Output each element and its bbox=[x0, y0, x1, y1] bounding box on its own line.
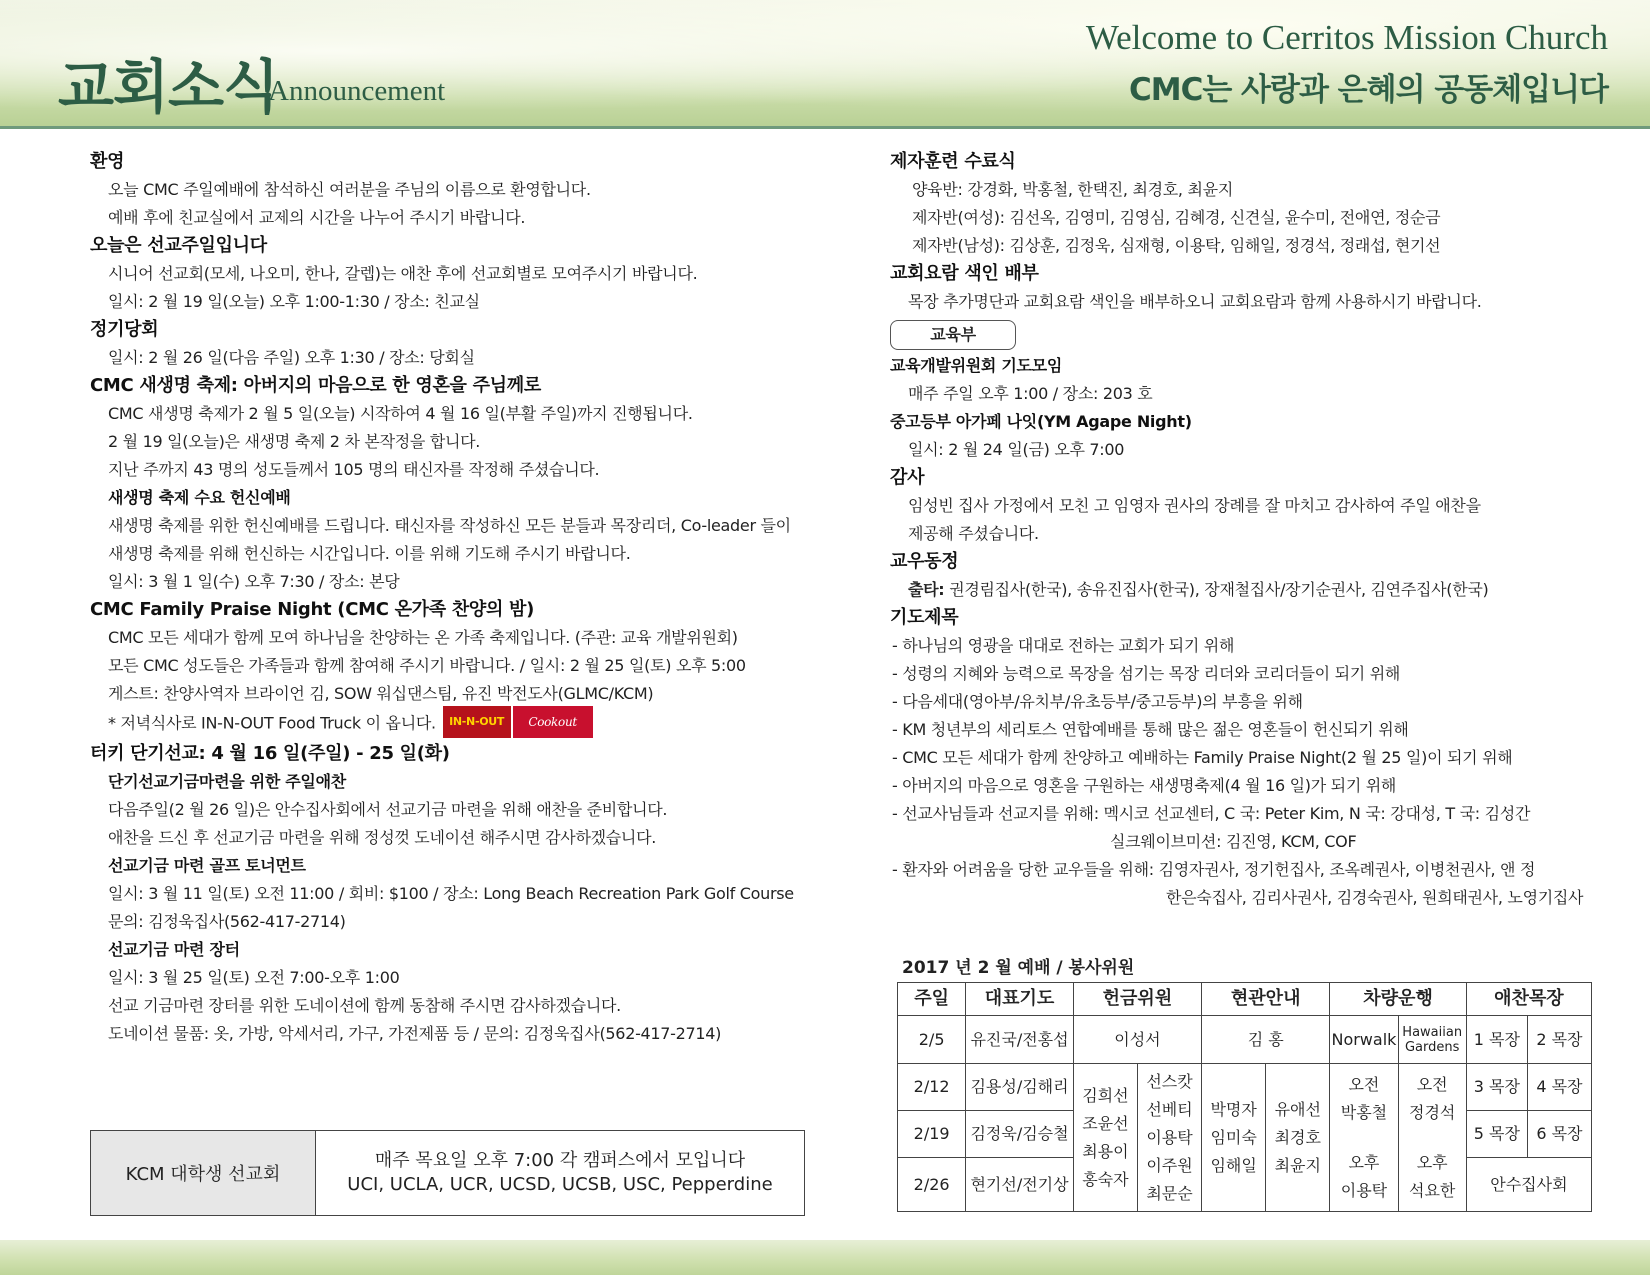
kcm-label: KCM 대학생 선교회 bbox=[91, 1131, 316, 1215]
offering-cell bbox=[1073, 1064, 1137, 1212]
name-text: 선스캇 bbox=[1146, 1071, 1193, 1091]
subsection-title: 새생명 축제 수요 헌신예배 bbox=[108, 488, 291, 507]
text-line: 임성빈 집사 가정에서 모친 고 임영자 권사의 장례를 잘 마치고 감사하여 주일 애찬을 bbox=[908, 496, 1481, 515]
header-cell: 주일 bbox=[898, 983, 966, 1016]
prayer-item: - 다음세대(영아부/유치부/유초등부/중고등부)의 부흥을 위해 bbox=[892, 692, 1303, 711]
text-line: CMC 모든 세대가 함께 모여 하나님을 찬양하는 온 가족 축제입니다. (주관: 교육 개발위원회) bbox=[108, 628, 738, 647]
section-title-meeting: 정기당회 bbox=[90, 319, 159, 340]
education-dept-tag: 교육부 bbox=[890, 320, 1016, 350]
name-text: 석요한 bbox=[1409, 1180, 1456, 1200]
prayer-cell: 김정욱/김승철 bbox=[966, 1111, 1074, 1158]
text-line: 새생명 축제를 위한 헌신예배를 드립니다. 태신자를 작성하신 모든 분들과 목장리더, Co-leader 들이 bbox=[108, 516, 791, 535]
section-title-edu-prayer: 교육개발위원회 기도모임 bbox=[890, 356, 1062, 375]
header-cell: 애찬목장 bbox=[1466, 983, 1591, 1016]
table-row bbox=[898, 1016, 1592, 1064]
name-text: 임해일 bbox=[1210, 1155, 1257, 1175]
text-line: 매주 주일 오후 1:00 / 장소: 203 호 bbox=[908, 384, 1153, 403]
usher-cell bbox=[1266, 1064, 1330, 1212]
text-line: 지난 주까지 43 명의 성도들께서 105 명의 태신자를 작정해 주셨습니다. bbox=[108, 460, 600, 479]
text-line: 일시: 2 월 19 일(오늘) 오후 1:00-1:30 / 장소: 친교실 bbox=[108, 292, 480, 311]
meal-cell: 1 목장 bbox=[1466, 1016, 1527, 1064]
name-text: 최용이 bbox=[1082, 1141, 1129, 1161]
in-n-out-logo bbox=[443, 706, 511, 738]
text-line: 양육반: 강경화, 박홍철, 한택진, 최경호, 최윤지 bbox=[912, 180, 1233, 199]
text-line: 오늘 CMC 주일예배에 참석하신 여러분을 주님의 이름으로 환영합니다. bbox=[108, 180, 591, 199]
page-title: 교회소식 bbox=[58, 53, 279, 121]
left-column bbox=[90, 148, 810, 1048]
offering-cell: 이성서 bbox=[1073, 1016, 1201, 1064]
name-text: 최경호 bbox=[1274, 1127, 1321, 1147]
text-line: 시니어 선교회(모세, 나오미, 한나, 갈렙)는 애찬 후에 선교회별로 모여주시기 바랍니다. bbox=[108, 264, 698, 283]
header-cell: 대표기도 bbox=[966, 983, 1074, 1016]
text-line: 일시: 3 월 25 일(토) 오전 7:00-오후 1:00 bbox=[108, 968, 400, 987]
usher-cell: 김 홍 bbox=[1202, 1016, 1330, 1064]
meal-cell: 3 목장 bbox=[1466, 1064, 1527, 1111]
name-text: 조윤선 bbox=[1082, 1113, 1129, 1133]
prayer-item: - 하나님의 영광을 대대로 전하는 교회가 되기 위해 bbox=[892, 636, 1235, 655]
prayer-item: - 선교사님들과 선교지를 위해: 멕시코 선교센터, C 국: Peter Kim, N 국: 강대성, T 국: 김성간 bbox=[892, 804, 1531, 823]
text-line-food-truck bbox=[90, 708, 810, 740]
driver-cell: Norwalk bbox=[1330, 1016, 1398, 1064]
prayer-cell: 현기선/전기상 bbox=[966, 1158, 1074, 1212]
kcm-schedule: 매주 목요일 오후 7:00 각 캠퍼스에서 모입니다 bbox=[374, 1150, 746, 1171]
kcm-details bbox=[316, 1131, 804, 1215]
section-title-festival: CMC 새생명 축제: 아버지의 마음으로 한 영혼을 주님께로 bbox=[90, 375, 541, 396]
prayer-cell: 김용성/김해리 bbox=[966, 1064, 1074, 1111]
name-text: 이주원 bbox=[1146, 1155, 1193, 1175]
usher-cell bbox=[1202, 1064, 1266, 1212]
offering-cell bbox=[1137, 1064, 1201, 1212]
text-line: 목장 추가명단과 교회요람 색인을 배부하오니 교회요람과 함께 사용하시기 바랍니다. bbox=[908, 292, 1482, 311]
prayer-item: - CMC 모든 세대가 함께 찬양하고 예배하는 Family Praise Night(2 월 25 일)이 되기 위해 bbox=[892, 748, 1513, 767]
welcome-banner: Welcome to Cerritos Mission Church bbox=[1085, 18, 1608, 57]
text-line: 일시: 3 월 11 일(토) 오전 11:00 / 회비: $100 / 장소: Long Beach Recreation Park Golf Course bbox=[108, 884, 794, 903]
text-line-members bbox=[890, 576, 1610, 604]
section-title-thanks: 감사 bbox=[890, 467, 925, 488]
church-motto: CMC는 사랑과 은혜의 공동체입니다 bbox=[1128, 72, 1608, 108]
name-text: 정경석 bbox=[1409, 1102, 1456, 1122]
section-title-discipleship: 제자훈련 수료식 bbox=[890, 151, 1016, 172]
text-line: 선교 기금마련 장터를 위한 도네이션에 함께 동참해 주시면 감사하겠습니다. bbox=[108, 996, 621, 1015]
subsection-title: 선교기금 마련 골프 토너먼트 bbox=[108, 856, 306, 875]
name-text: 박홍철 bbox=[1340, 1102, 1388, 1122]
name-text: 오후 bbox=[1416, 1152, 1448, 1172]
text-line: CMC 새생명 축제가 2 월 5 일(오늘) 시작하여 4 월 16 일(부활 주일)까지 진행됩니다. bbox=[108, 404, 693, 423]
travel-names: 권경림집사(한국), 송유진집사(한국), 장재철집사/장기순권사, 김연주집사(한국) bbox=[944, 580, 1489, 599]
subsection-title: 선교기금 마련 장터 bbox=[108, 940, 240, 959]
text-line: 다음주일(2 월 26 일)은 안수집사회에서 선교기금 마련을 위해 애찬을 준비합니다. bbox=[108, 800, 668, 819]
travel-label: 출타: bbox=[908, 580, 945, 599]
driver-cell: Hawaiian Gardens bbox=[1398, 1016, 1466, 1064]
meal-cell: 4 목장 bbox=[1527, 1064, 1591, 1111]
prayer-item: - 성령의 지혜와 능력으로 목장을 섬기는 목장 리더와 코리더들이 되기 위해 bbox=[892, 664, 1401, 683]
meal-cell: 2 목장 bbox=[1527, 1016, 1591, 1064]
date-cell: 2/19 bbox=[898, 1111, 966, 1158]
page-title-en: Announcement bbox=[268, 75, 446, 107]
footer-banner bbox=[0, 1240, 1650, 1275]
text-line: 애찬을 드신 후 선교기금 마련을 위해 정성껏 도네이션 해주시면 감사하겠습니다. bbox=[108, 828, 657, 847]
name-text: 오전 bbox=[1416, 1074, 1448, 1094]
header-banner bbox=[0, 0, 1650, 128]
name-text: 오전 bbox=[1348, 1074, 1380, 1094]
text-line: 모든 CMC 성도들은 가족들과 함께 참여해 주시기 바랍니다. / 일시: 2 월 25 일(토) 오후 5:00 bbox=[108, 656, 746, 675]
text-line: 새생명 축제를 위해 헌신하는 시간입니다. 이를 위해 기도해 주시기 바랍니다. bbox=[108, 544, 631, 563]
table-row bbox=[898, 1064, 1592, 1111]
name-text: 최윤지 bbox=[1274, 1155, 1321, 1175]
meal-cell: 6 목장 bbox=[1527, 1111, 1591, 1158]
date-cell: 2/26 bbox=[898, 1158, 966, 1212]
meal-cell: 5 목장 bbox=[1466, 1111, 1527, 1158]
section-title-agape: 중고등부 아가페 나잇(YM Agape Night) bbox=[890, 412, 1192, 431]
name-text: 선베티 bbox=[1146, 1099, 1193, 1119]
date-cell: 2/12 bbox=[898, 1064, 966, 1111]
in-n-out-logo-image bbox=[443, 706, 593, 738]
schedule-title: 2017 년 2 월 예배 / 봉사위원 bbox=[902, 958, 1135, 978]
meal-cell: 안수집사회 bbox=[1466, 1158, 1591, 1212]
header-divider bbox=[0, 126, 1650, 129]
name-text: 유애선 bbox=[1274, 1099, 1321, 1119]
text-line: 제자반(여성): 김선옥, 김영미, 김영심, 김혜경, 신견실, 윤수미, 전애연, 정순금 bbox=[912, 208, 1441, 227]
name-text: 김희선 bbox=[1082, 1085, 1129, 1105]
kcm-campuses: UCI, UCLA, UCR, UCSD, UCSB, USC, Pepperdine bbox=[347, 1174, 773, 1195]
name-text: 임미숙 bbox=[1210, 1127, 1257, 1147]
text-line: 일시: 3 월 1 일(수) 오후 7:30 / 장소: 본당 bbox=[108, 572, 400, 591]
name-text: 오후 bbox=[1348, 1152, 1380, 1172]
driver-cell bbox=[1330, 1064, 1398, 1212]
section-title-index: 교회요람 색인 배부 bbox=[890, 263, 1039, 284]
text-line: 문의: 김정욱집사(562-417-2714) bbox=[108, 912, 346, 931]
table-header-row bbox=[898, 983, 1592, 1016]
text-line: 제자반(남성): 김상훈, 김정욱, 심재형, 이용탁, 임해일, 정경석, 정래섭, 현기선 bbox=[912, 236, 1441, 255]
driver-cell bbox=[1398, 1064, 1466, 1212]
text-line: 2 월 19 일(오늘)은 새생명 축제 2 차 본작정을 합니다. bbox=[108, 432, 481, 451]
text-line: 일시: 2 월 24 일(금) 오후 7:00 bbox=[908, 440, 1125, 459]
text-line: 도네이션 물품: 옷, 가방, 악세서리, 가구, 가전제품 등 / 문의: 김정욱집사(562-417-2714) bbox=[108, 1024, 722, 1043]
service-schedule-table bbox=[897, 982, 1592, 1212]
section-title-turkey: 터키 단기선교: 4 월 16 일(주일) - 25 일(화) bbox=[90, 743, 450, 764]
name-text: 최문순 bbox=[1146, 1183, 1193, 1203]
prayer-item: - KM 청년부의 세리토스 연합예배를 통해 많은 젊은 영혼들이 헌신되기 위해 bbox=[892, 720, 1409, 739]
name-text: 홍숙자 bbox=[1082, 1169, 1129, 1189]
section-title-prayer: 기도제목 bbox=[890, 607, 959, 628]
text-line: 게스트: 찬양사역자 브라이언 김, SOW 워십댄스팀, 유진 박전도사(GLMC/KCM) bbox=[108, 684, 654, 703]
text-line: 예배 후에 친교실에서 교제의 시간을 나누어 주시기 바랍니다. bbox=[108, 208, 526, 227]
section-title-mission-sunday: 오늘은 선교주일입니다 bbox=[90, 235, 267, 256]
prayer-cell: 유진국/전홍섭 bbox=[966, 1016, 1074, 1064]
cookout-logo: Cookout bbox=[513, 706, 593, 738]
kcm-info-box bbox=[90, 1130, 805, 1216]
section-title-welcome: 환영 bbox=[90, 151, 125, 172]
name-text: 박명자 bbox=[1210, 1099, 1257, 1119]
section-title-praise-night: CMC Family Praise Night (CMC 온가족 찬양의 밤) bbox=[90, 599, 535, 620]
header-cell: 차량운행 bbox=[1330, 983, 1467, 1016]
date-cell: 2/5 bbox=[898, 1016, 966, 1064]
logo-text: IN-N-OUT bbox=[449, 715, 505, 728]
section-title-members: 교우동정 bbox=[890, 551, 959, 572]
right-column bbox=[890, 148, 1610, 912]
prayer-item-continued: 실크웨이브미션: 김진영, KCM, COF bbox=[1110, 832, 1357, 851]
header-cell: 현관안내 bbox=[1202, 983, 1330, 1016]
prayer-item-continued: 한은숙집사, 김리사권사, 김경숙권사, 원희태권사, 노영기집사 bbox=[1166, 888, 1584, 907]
subsection-title: 단기선교기금마련을 위한 주일애찬 bbox=[108, 772, 346, 791]
name-text: 이용탁 bbox=[1340, 1180, 1388, 1200]
food-truck-text: * 저녁식사로 IN-N-OUT Food Truck 이 옵니다. bbox=[108, 713, 436, 733]
text-line: 제공해 주셨습니다. bbox=[908, 524, 1039, 543]
header-cell: 헌금위원 bbox=[1073, 983, 1201, 1016]
prayer-item: - 아버지의 마음으로 영혼을 구원하는 새생명축제(4 월 16 일)가 되기 위해 bbox=[892, 776, 1397, 795]
text-line: 일시: 2 월 26 일(다음 주일) 오후 1:30 / 장소: 당회실 bbox=[108, 348, 475, 367]
prayer-item: - 환자와 어려움을 당한 교우들을 위해: 김영자권사, 정기헌집사, 조옥례권사, 이병천권사, 앤 정 bbox=[892, 860, 1536, 879]
name-text: 이용탁 bbox=[1146, 1127, 1193, 1147]
